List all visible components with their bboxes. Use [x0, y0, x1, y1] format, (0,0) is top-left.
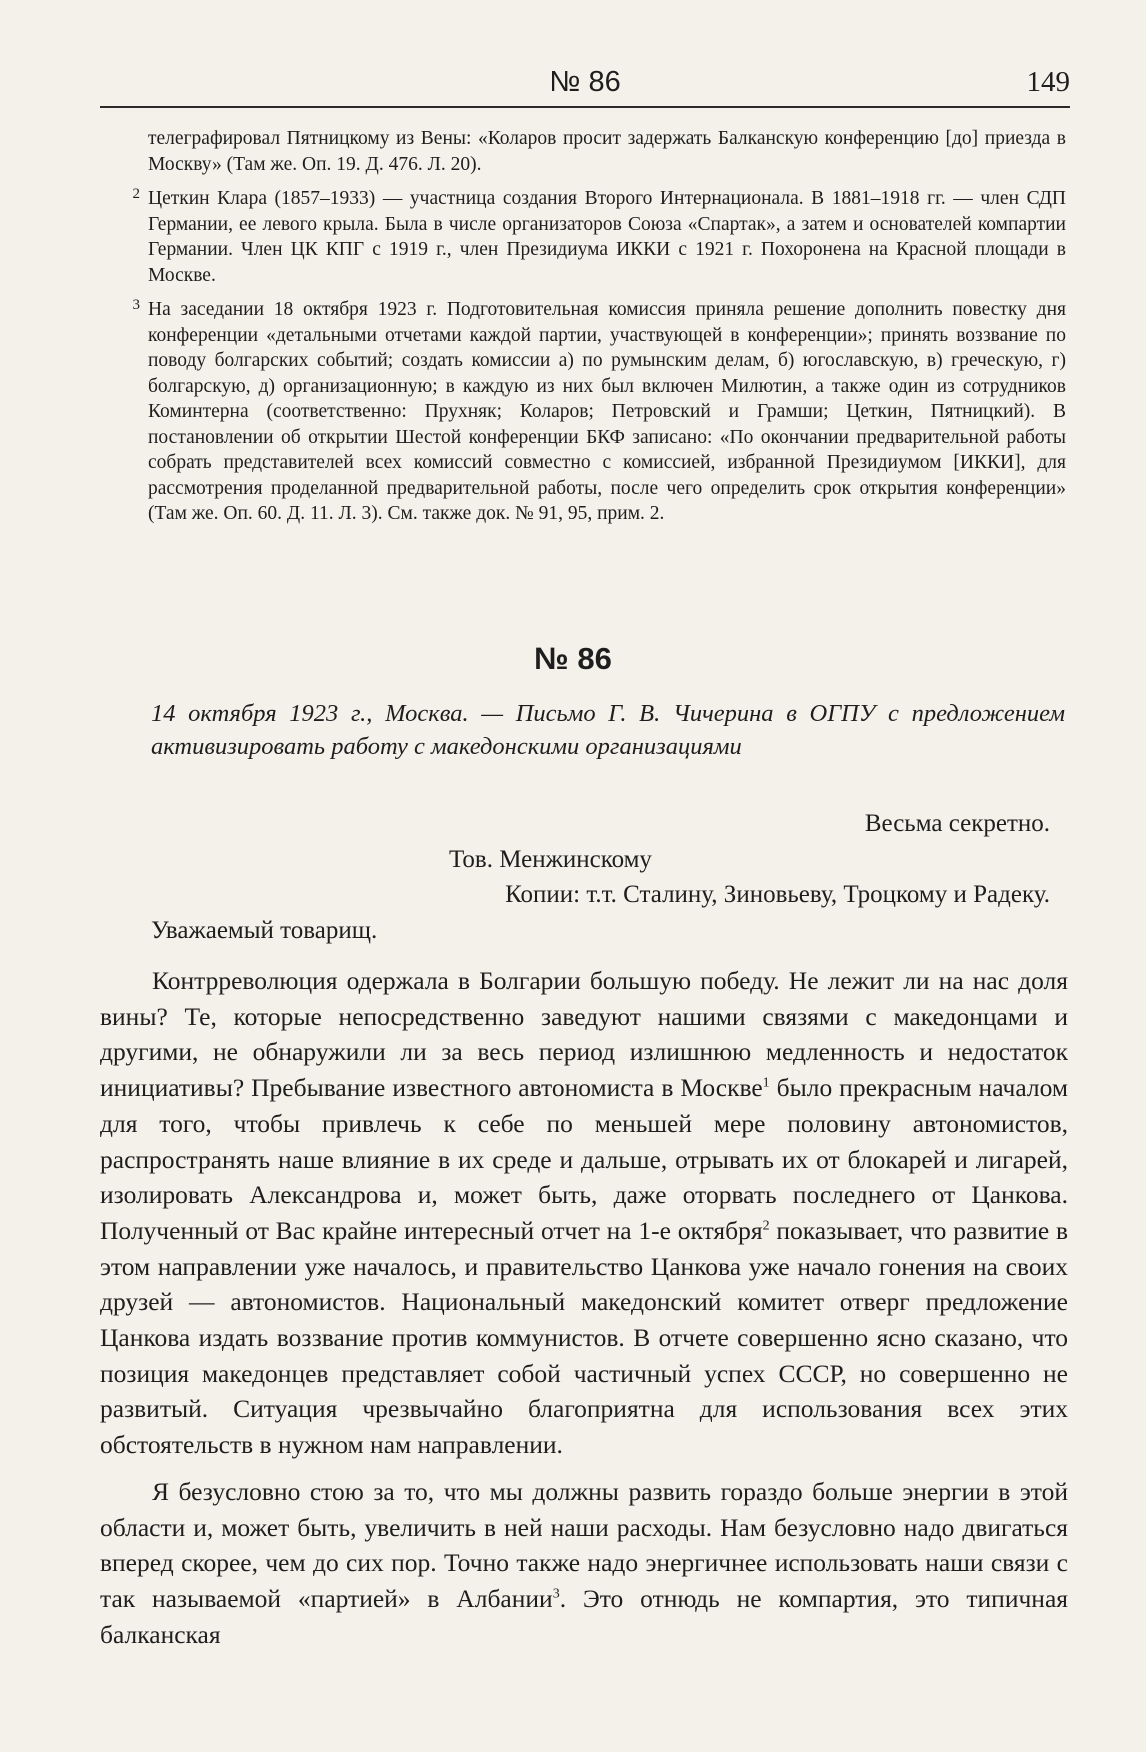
paragraph-text: показывает, что развитие в этом направлении уже началось, и правительство Цанкова уже начало гонения на своих друзей — автономистов. Национальный македонский комитет отверг предложение Цанкова издать воззвание против коммунистов. В отчете совершенно ясно сказано, что позиция македонцев представляет собой частичный успех СССР, но совершенно не развитый. Ситуация чрезвычайно благоприятна для использования всех этих обстоятельств в нужном нам направлении. [100, 1215, 1068, 1460]
paragraph-text: было прекрасным началом для того, чтобы привлечь к себе по меньшей мере половину автономистов, распространять наше влияние в их среде и дальше, отрывать их от блокарей и лигарей, изолировать Александрова и, может быть, даже оторвать последнего от Цанкова. Полученный от Вас крайне интересный отчет на 1-е октября [100, 1073, 1068, 1245]
footnote-ref: 3 [552, 1586, 560, 1602]
letter-body [100, 963, 1068, 1652]
page-number: 149 [1026, 66, 1070, 98]
paragraph-2 [100, 1474, 1068, 1653]
paragraph-text: . Это отнюдь не компартия, это типичная балканская [100, 1583, 1068, 1649]
footnote-mark: 3 [132, 297, 140, 313]
document-number: № 86 [534, 641, 612, 676]
running-header [100, 66, 1070, 108]
paragraph-text: Я безусловно стою за то, что мы должны развить гораздо больше энергии в этой области и, может быть, увеличить в ней наши расходы. Нам безусловно надо двигаться вперед скорее, чем до сих пор. Точно также надо энергичнее использовать наши связи с так называемой «партией» в Албании [100, 1476, 1068, 1613]
footnote-text: Цеткин Клара (1857–1933) — участница создания Второго Интернационала. В 1881–1918 гг. — член СДП Германии, ее левого крыла. Была в числе организаторов Союза «Спартак», а затем и основателей компартии Германии. Член ЦК КПГ с 1919 г., член Президиума ИККИ с 1921 г. Похоронена на Красной площади в Москве. [148, 188, 1066, 286]
footnote-2 [132, 186, 1066, 288]
paragraph-text: Контрреволюция одержала в Болгарии большую победу. Не лежит ли на нас доля вины? Те, которые непосредственно заведуют нашими связями с македонцами и другими, не обнаружили ли за весь период излишнюю медленность и недостаток инициативы? Пребывание известного автономиста в Москве [100, 966, 1068, 1103]
paragraph-1 [100, 963, 1068, 1463]
footnote-ref: 2 [762, 1218, 770, 1234]
classification-stamp: Весьма секретно. [864, 810, 1050, 837]
footnote-ref: 1 [762, 1075, 770, 1091]
footnote-continuation [148, 126, 1066, 177]
footnotes [132, 126, 1066, 536]
copies-line: Копии: т.т. Сталину, Зиновьеву, Троцкому и Радеку. [505, 881, 1050, 908]
footnote-text: телеграфировал Пятницкому из Вены: «Коларов просит задержать Балканскую конференцию [до] приезда в Москву» (Там же. Оп. 19. Д. 476. Л. 20). [148, 128, 1066, 175]
addressee: Тов. Менжинскому [449, 846, 652, 873]
document-headline: 14 октября 1923 г., Москва. — Письмо Г. В. Чичерина в ОГПУ с предложением активизировать работу с македонскими организациями [151, 700, 1065, 760]
salutation: Уважаемый товарищ. [151, 917, 378, 944]
header-document-number: № 86 [549, 66, 621, 98]
footnote-3 [132, 297, 1066, 527]
footnote-mark: 2 [132, 186, 140, 202]
footnote-text: На заседании 18 октября 1923 г. Подготовительная комиссия приняла решение дополнить повестку дня конференции «детальными отчетами каждой партии, участвующей в конференции»; принять воззвание по поводу болгарских событий; создать комиссии а) по румынским делам, б) югославскую, в) греческую, г) болгарскую, д) организационную; в каждую из них был включен Милютин, а также один из сотрудников Коминтерна (соответственно: Прухняк; Коларов; Петровский и Грамши; Цеткин, Пятницкий). В постановлении об открытии Шестой конференции БКФ записано: «По окончании предварительной работы собрать представителей всех комиссий совместно с комиссией, избранной Президиумом [ИККИ], для рассмотрения проделанной предварительной работы, после чего определить срок открытия конференции» (Там же. Оп. 60. Д. 11. Л. 3). См. также док. № 91, 95, прим. 2. [148, 299, 1066, 524]
